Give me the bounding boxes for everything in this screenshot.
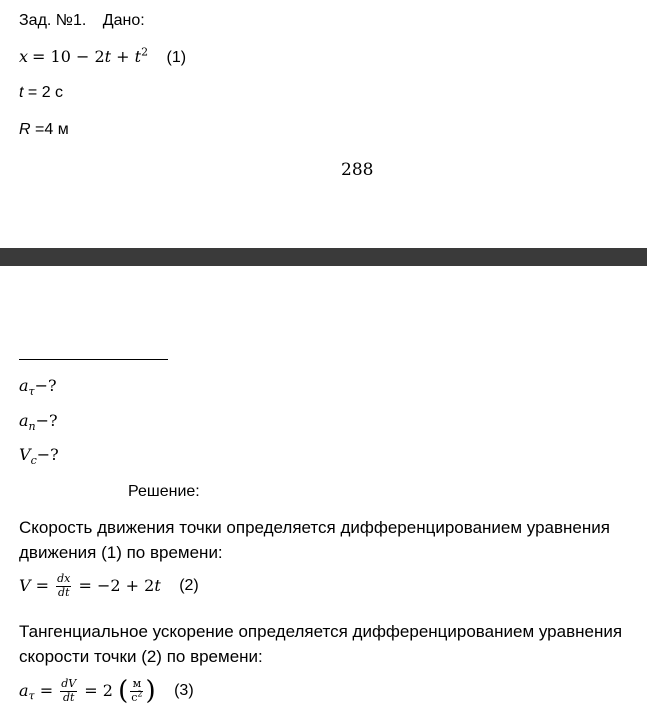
a-tau-sub: τ (28, 385, 35, 399)
given-time (19, 85, 63, 101)
a-n-sub: n (28, 420, 36, 434)
task-label (19, 13, 145, 29)
eq1-ref: (1) (166, 49, 187, 66)
v-c-question: −? (36, 445, 59, 464)
eq3-lhs-base: a (19, 681, 29, 701)
eq2-rhs: = −2 + 2 (73, 576, 155, 596)
radius-value: =4 м (30, 121, 69, 138)
eq3-left-paren: ( (118, 676, 129, 707)
time-value: = 2 с (23, 84, 64, 101)
eq2-ref: (2) (179, 577, 199, 595)
eq3-rhs: = 2 (79, 681, 119, 701)
eq3-numerator: dV (61, 677, 77, 690)
equation-2 (19, 573, 199, 599)
eq2-eq: = (30, 576, 55, 596)
given-equation-1 (19, 45, 187, 66)
find-a-tau (19, 376, 57, 399)
eq3-unit-den-base: с (131, 690, 138, 704)
eq1-t2: t (134, 47, 142, 66)
a-tau-base: a (19, 376, 29, 395)
a-tau-question: −? (34, 376, 57, 395)
equation-3 (19, 676, 194, 707)
eq3-ref: (3) (174, 682, 194, 700)
given-find-divider (19, 359, 168, 360)
task-number: Зад. №1. (19, 12, 87, 29)
time-var: t (19, 84, 24, 101)
eq3-unit-fraction (130, 678, 143, 704)
solution-paragraph-1-line-1: Скорость движения точки определяется дифференцированием уравнения (19, 518, 610, 537)
eq3-unit-denominator (130, 688, 143, 705)
find-a-n (19, 411, 58, 434)
eq3-unit-numerator: м (130, 678, 143, 692)
eq2-t: t (154, 576, 161, 596)
eq2-lhs: V (19, 576, 31, 596)
v-c-base: V (19, 445, 31, 464)
eq1-exp: 2 (141, 45, 149, 59)
eq1-rhs: = 10 − 2 (32, 47, 105, 66)
eq3-right-paren: ) (145, 676, 156, 707)
eq3-fraction (60, 678, 77, 704)
eq3-denominator: dt (62, 690, 75, 704)
solution-paragraph-2-line-1: Тангенциальное ускорение определяется дифференцированием уравнения (19, 622, 623, 641)
page-separator (0, 248, 647, 266)
a-n-question: −? (35, 411, 58, 430)
eq1-x: x (19, 47, 29, 66)
solution-paragraph-1-line-2: движения (1) по времени: (19, 543, 223, 562)
eq1-t1: t (104, 47, 112, 66)
radius-var: R (19, 121, 31, 138)
find-v-c (19, 445, 59, 468)
given-label: Дано: (102, 12, 145, 29)
solution-paragraph-2-line-2: скорости точки (2) по времени: (19, 647, 263, 666)
given-radius (19, 122, 69, 138)
eq2-numerator: dx (57, 572, 71, 585)
a-n-base: a (19, 411, 29, 430)
eq3-unit-den-exp: 2 (137, 688, 143, 698)
eq1-plus: + (111, 47, 135, 66)
eq3-lhs-sub: τ (28, 689, 35, 703)
v-c-sub: c (30, 454, 37, 468)
eq2-fraction (56, 573, 71, 599)
eq2-denominator: dt (58, 585, 70, 599)
eq3-eq: = (34, 681, 59, 701)
page-number: 288 (341, 160, 374, 180)
solution-heading: Решение: (128, 483, 200, 500)
